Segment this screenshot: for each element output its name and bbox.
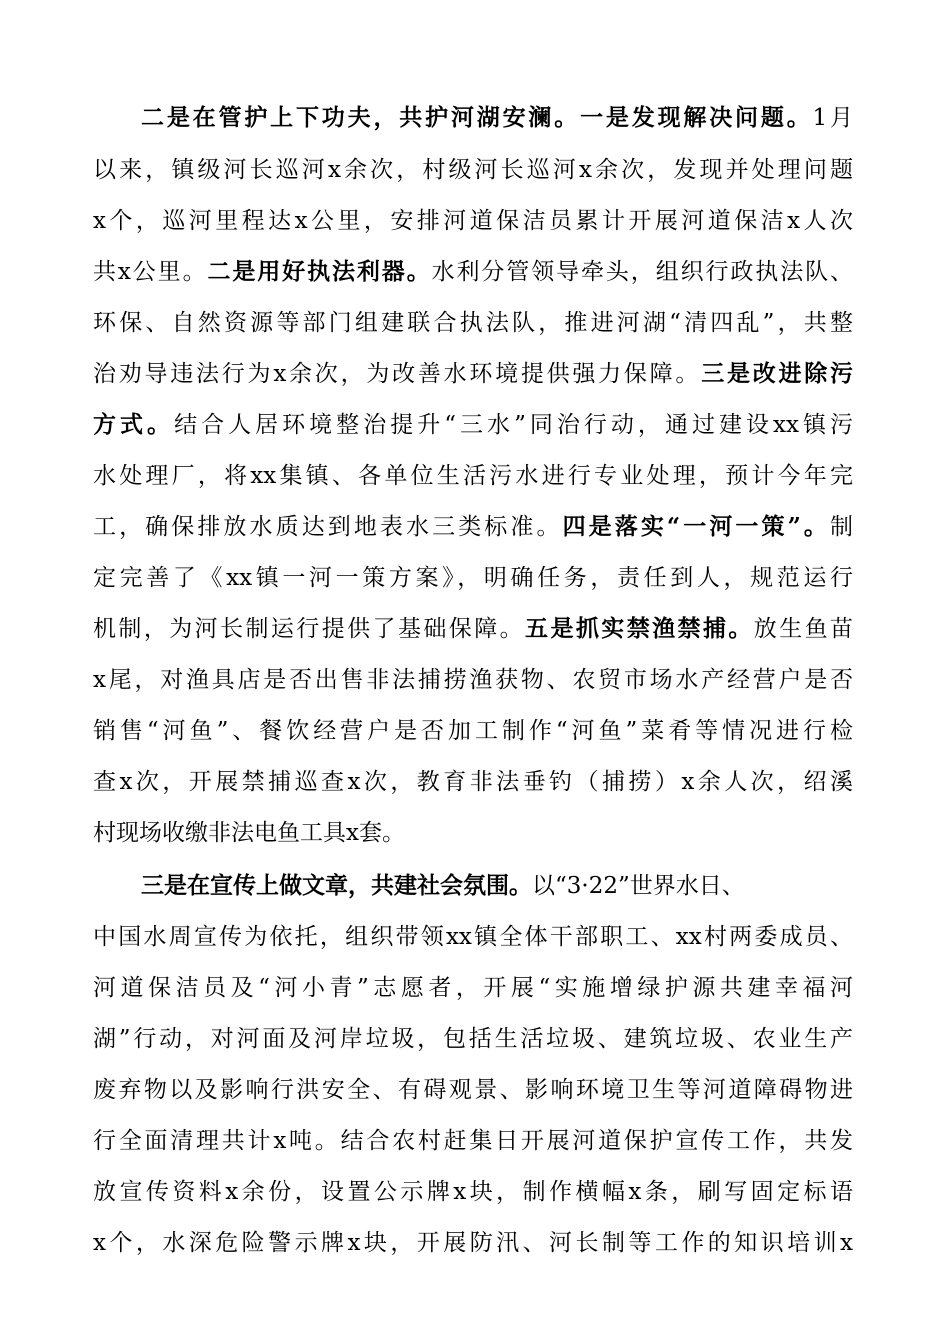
text-run: 河道保洁员及“河小青”志愿者，开展“实施增绿护源共建幸福河 bbox=[93, 975, 853, 1001]
text-run: 销售“河鱼”、餐饮经营户是否加工制作“河鱼”菜肴等情况进行检 bbox=[93, 718, 853, 744]
text-run: 放生鱼苗 bbox=[753, 616, 854, 642]
text-run: 共x公里。 bbox=[93, 259, 208, 285]
text-line bbox=[93, 811, 853, 855]
bold-subheading: 一是发现解决问题。 bbox=[580, 104, 813, 131]
text-run: 环保、自然资源等部门组建联合执法队，推进河湖“清四乱”，共整 bbox=[93, 310, 853, 336]
text-line bbox=[141, 96, 853, 140]
text-run: 废弃物以及影响行洪安全、有碍观景、影响环境卫生等河道障碍物进 bbox=[93, 1077, 853, 1103]
bold-heading: 三是在宣传上做文章，共建社会氛围。 bbox=[141, 872, 532, 899]
text-line bbox=[93, 1170, 853, 1214]
text-line bbox=[93, 505, 853, 549]
text-run: 水处理厂，将xx集镇、各单位生活污水进行专业处理，预计今年完 bbox=[93, 463, 853, 489]
text-line bbox=[93, 1017, 853, 1061]
text-run: x个，水深危险警示牌x块，开展防汛、河长制等工作的知识培训x bbox=[93, 1230, 853, 1256]
bold-subheading: 二是用好执法利器。 bbox=[207, 258, 432, 285]
bold-subheading: 方式。 bbox=[93, 411, 175, 438]
text-run: 工，确保排放水质达到地表水三类标准。 bbox=[93, 514, 563, 540]
text-line bbox=[141, 864, 853, 908]
text-line bbox=[93, 1221, 853, 1265]
text-line bbox=[93, 709, 853, 753]
text-line bbox=[93, 658, 853, 702]
text-line bbox=[93, 199, 853, 243]
text-run: 村现场收缴非法电鱼工具x套。 bbox=[93, 820, 405, 846]
text-run: 结合人居环境整治提升“三水”同治行动，通过建设xx镇污 bbox=[174, 412, 853, 438]
text-run: 治劝导违法行为x余次，为改善水环境提供强力保障。 bbox=[93, 361, 702, 387]
text-run: 行全面清理共计x吨。结合农村赶集日开展河道保护宣传工作，共发 bbox=[93, 1128, 853, 1154]
bold-heading: 二是在管护上下功夫，共护河湖安澜。 bbox=[141, 104, 581, 131]
text-run: 定完善了《xx镇一河一策方案》，明确任务，责任到人，规范运行 bbox=[93, 565, 853, 591]
text-line bbox=[93, 556, 853, 600]
text-run: 水利分管领导牵头，组织行政执法队、 bbox=[431, 259, 854, 285]
text-run: 1月 bbox=[812, 105, 853, 131]
text-run: x尾，对渔具店是否出售非法捕捞渔获物、农贸市场水产经营户是否 bbox=[93, 667, 853, 693]
text-run: 机制，为河长制运行提供了基础保障。 bbox=[93, 616, 526, 642]
text-line bbox=[93, 1068, 853, 1112]
text-line bbox=[93, 250, 853, 294]
text-run: 中国水周宣传为依托，组织带领xx镇全体干部职工、xx村两委成员、 bbox=[93, 924, 853, 950]
text-line bbox=[93, 403, 853, 447]
text-line bbox=[93, 1119, 853, 1163]
text-run: 以来，镇级河长巡河x余次，村级河长巡河x余次，发现并处理问题 bbox=[93, 157, 853, 183]
text-run: 以“3·22”世界水日、 bbox=[532, 873, 745, 899]
text-line bbox=[93, 352, 853, 396]
text-run: 制 bbox=[830, 514, 853, 540]
bold-subheading: 三是改进除污 bbox=[701, 360, 853, 387]
bold-subheading: 五是抓实禁渔禁捕。 bbox=[525, 615, 754, 642]
text-line bbox=[93, 966, 853, 1010]
text-line bbox=[93, 301, 853, 345]
text-run: 放宣传资料x余份，设置公示牌x块，制作横幅x条，刷写固定标语 bbox=[93, 1179, 853, 1205]
text-run: 湖”行动，对河面及河岸垃圾，包括生活垃圾、建筑垃圾、农业生产 bbox=[93, 1026, 853, 1052]
text-line bbox=[93, 607, 853, 651]
text-run: 查x次，开展禁捕巡查x次，教育非法垂钓（捕捞）x余人次，绍溪 bbox=[93, 769, 853, 795]
text-line bbox=[93, 915, 853, 959]
text-line bbox=[93, 454, 853, 498]
bold-subheading: 四是落实“一河一策”。 bbox=[562, 513, 830, 540]
text-line bbox=[93, 760, 853, 804]
text-run: x个，巡河里程达x公里，安排河道保洁员累计开展河道保洁x人次 bbox=[93, 208, 853, 234]
text-line bbox=[93, 148, 853, 192]
